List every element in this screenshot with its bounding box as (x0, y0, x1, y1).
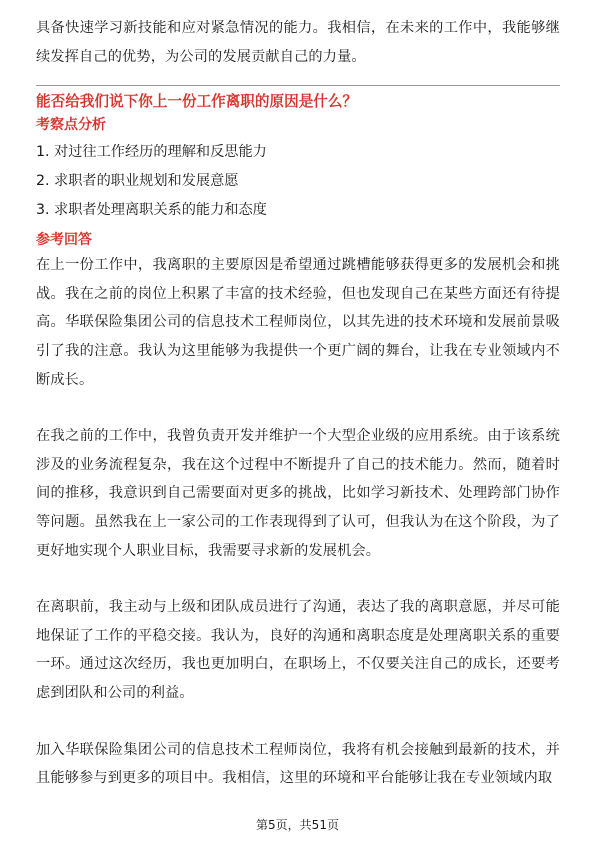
analysis-item: 1. 对过往工作经历的理解和反思能力 (36, 144, 267, 161)
paragraph-gap (36, 708, 560, 736)
paragraph-gap (36, 565, 560, 593)
answer-paragraph: 加入华联保险集团公司的信息技术工程师岗位，我将有机会接触到最新的技术，并且能够参与到更多的项目中。我相信，这里的环境和平台能够让我在专业领域内取 (36, 741, 560, 787)
document-page (36, 14, 560, 793)
section-divider (36, 85, 560, 86)
answer-paragraph: 在离职前，我主动与上级和团队成员进行了沟通，表达了我的离职意愿，并尽可能地保证了工作的平稳交接。我认为，良好的沟通和离职态度是处理离职关系的重要一环。通过这次经历，我也更加明白，在职场上，不仅要关注自己的成长，还要考虑到团队和公司的利益。 (36, 599, 560, 701)
intro-paragraph: 具备快速学习新技能和应对紧急情况的能力。我相信，在未来的工作中，我能够继续发挥自己的优势，为公司的发展贡献自己的力量。 (36, 20, 560, 65)
page-number: 第5页，共51页 (256, 818, 339, 832)
analysis-heading: 考察点分析 (36, 117, 106, 134)
question-title: 能否给我们说下你上一份工作离职的原因是什么？ (36, 93, 358, 111)
answer-paragraph: 在上一份工作中，我离职的主要原因是希望通过跳槽能够获得更多的发展机会和挑战。我在之前的岗位上积累了丰富的技术经验，但也发现自己在某些方面还有待提高。华联保险集团公司的信息技术工程师岗位，以其先进的技术环境和发展前景吸引了我的注意。我认为这里能够为我提供一个更广阔的舞台，让我在专业领域内不断成长。 (36, 257, 560, 388)
answer-paragraph: 在我之前的工作中，我曾负责开发并维护一个大型企业级的应用系统。由于该系统涉及的业务流程复杂，我在这个过程中不断提升了自己的技术能力。然而，随着时间的推移，我意识到自己需要面对更多的挑战，比如学习新技术、处理跨部门协作等问题。虽然我在上一家公司的工作表现得到了认可，但我认为在这个阶段，为了更好地实现个人职业目标，我需要寻求新的发展机会。 (36, 428, 560, 559)
analysis-item: 3. 求职者处理离职关系的能力和态度 (36, 202, 267, 219)
analysis-item: 2. 求职者的职业规划和发展意愿 (36, 173, 239, 190)
analysis-list (36, 138, 560, 225)
paragraph-gap (36, 394, 560, 422)
answer-heading: 参考回答 (36, 232, 92, 249)
